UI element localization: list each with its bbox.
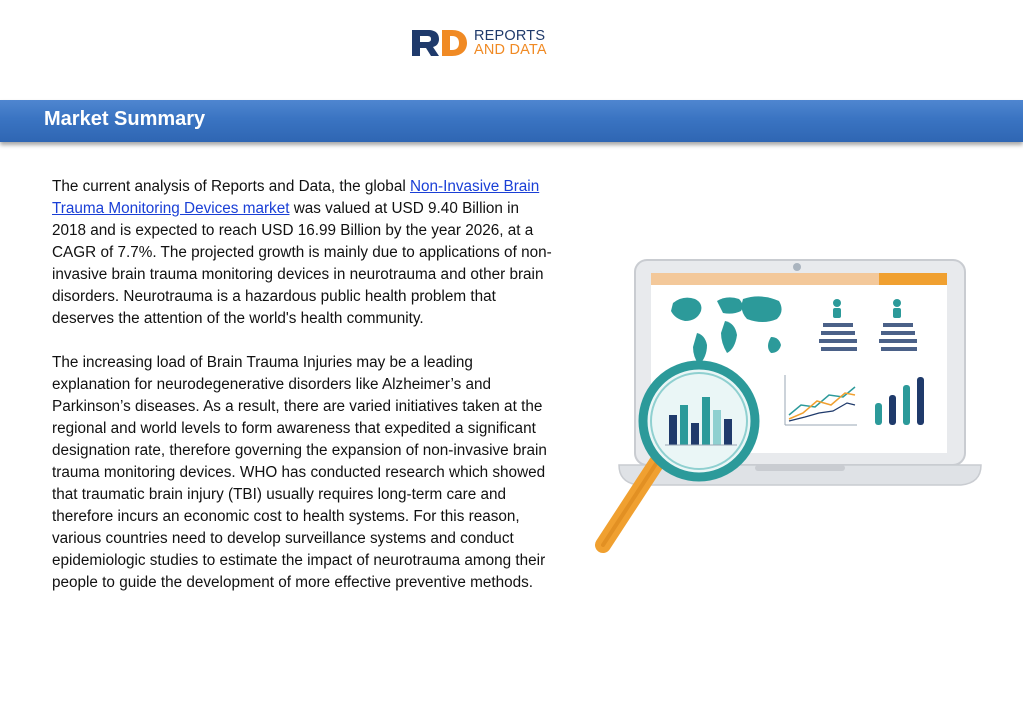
paragraph-1 [52, 176, 552, 330]
logo-wordmark [474, 29, 547, 57]
market-report-link[interactable]: Non-Invasive Brain Trauma Monitoring Devices market [52, 178, 540, 217]
logo-line-2: AND DATA [474, 42, 547, 58]
paragraph-1-intro: The current analysis of Reports and Data, the global [52, 178, 410, 195]
paragraph-2: The increasing load of Brain Trauma Injuries may be a leading explanation for neurodegenerative disorders like Alzheimer’s and Parkinson’s diseases. As a result, there are varied initiatives taken at the regional and world levels to form awareness that expedited a significant designation rate, therefore governing the expansion of non-invasive brain trauma monitoring devices. WHO has conducted research which showed that traumatic brain injury (TBI) usually requires long-term care and therefore incurs an economic cost to health systems. For this reason, various countries need to develop surveillance systems and conduct epidemiologic studies to estimate the impact of neurotrauma among their people to guide the development of more effective preventive methods. [52, 354, 547, 591]
market-summary-text [52, 176, 552, 616]
brand-logo [412, 28, 547, 58]
section-title: Market Summary [44, 108, 206, 130]
laptop-analytics-magnifier-icon [585, 255, 985, 555]
paragraph-1-body: was valued at USD 9.40 Billion in 2018 and is expected to reach USD 16.99 Billion by the year 2026, at a CAGR of 7.7%. The projected growth is mainly due to applications of non-invasive brain trauma monitoring devices in neurotrauma and other brain disorders. Neurotrauma is a hazardous public health problem that deserves the attention of the world's health community. [52, 200, 552, 327]
laptop-analytics-illustration [585, 255, 985, 555]
logo-line-1: REPORTS [474, 28, 546, 44]
section-banner [0, 100, 1023, 142]
rd-logo-icon [412, 28, 468, 58]
